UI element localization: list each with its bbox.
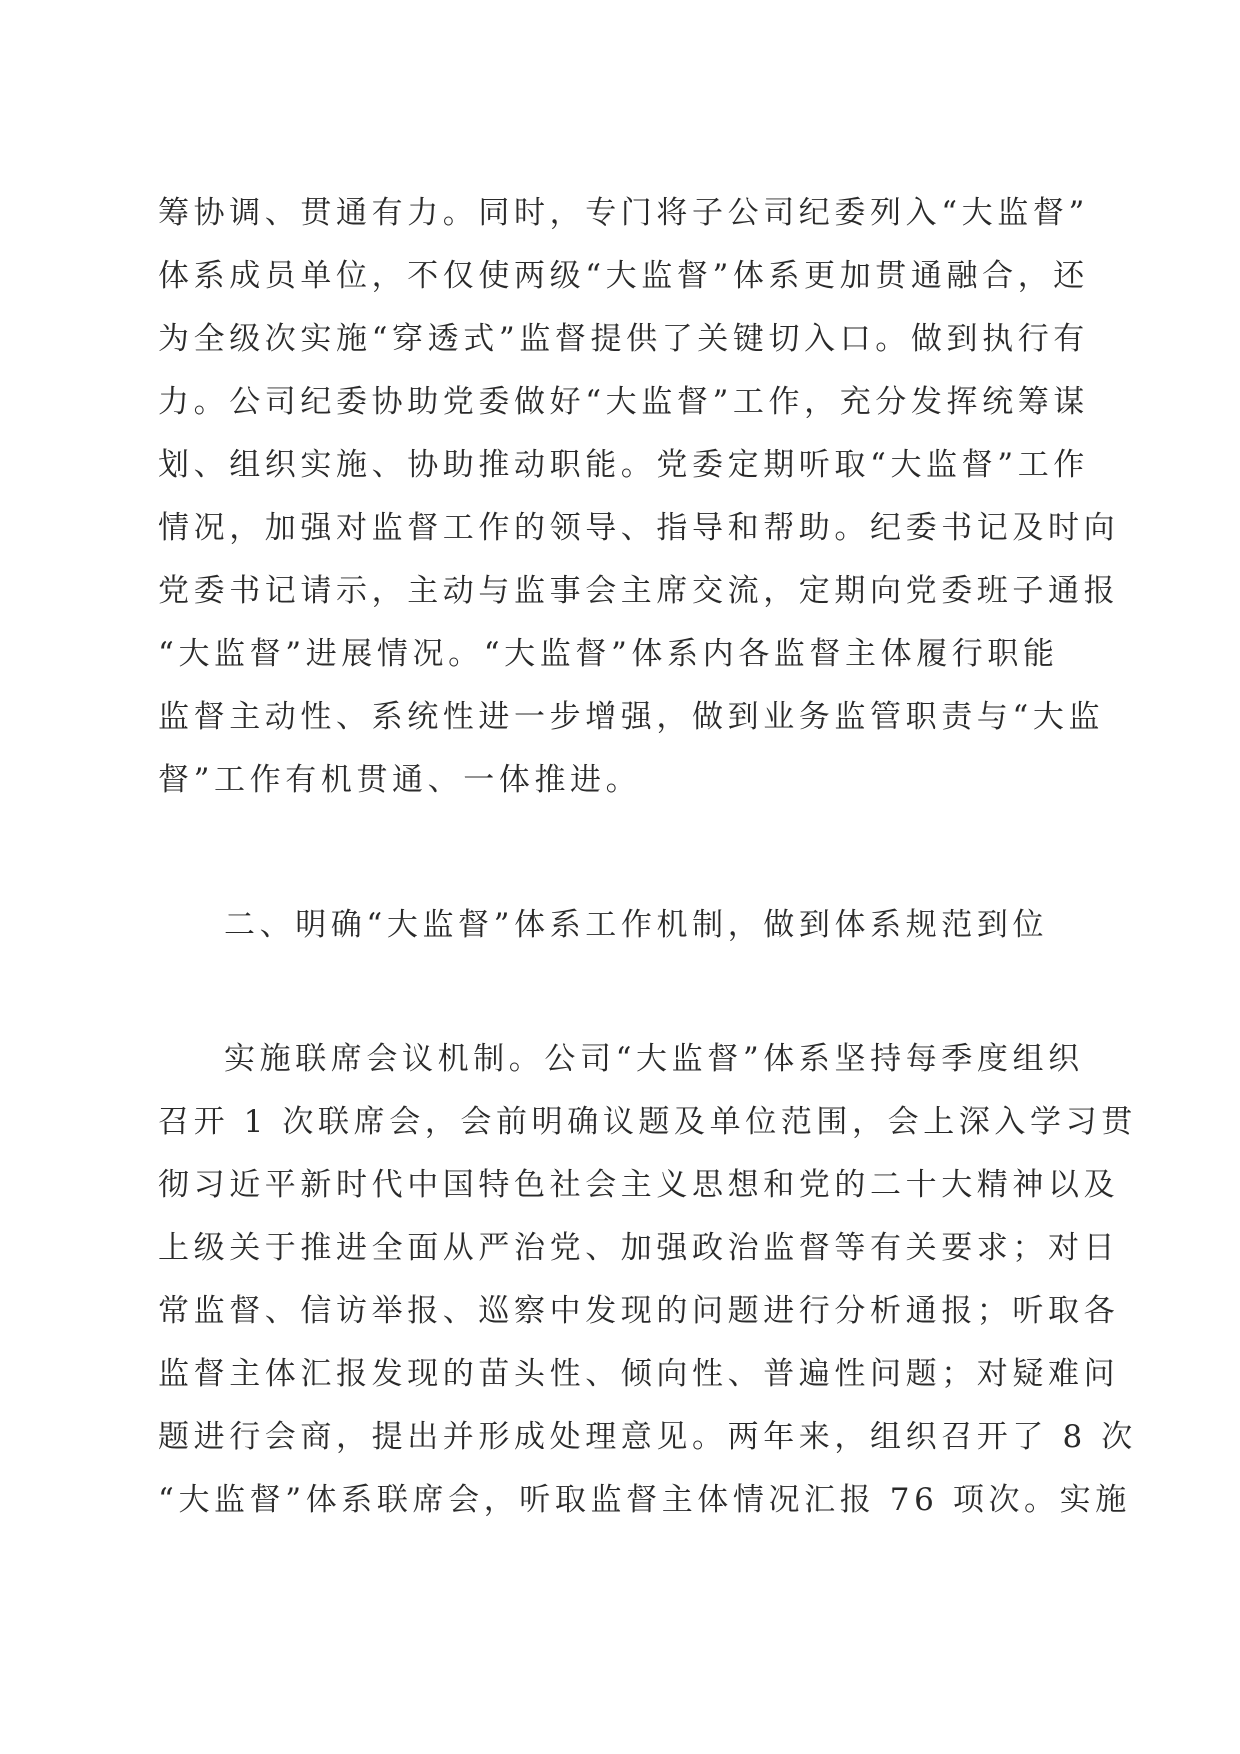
paragraph-line: 督”工作有机贯通、一体推进。 (158, 762, 642, 798)
paragraph-body (158, 1028, 1137, 1532)
paragraph-line: 为全级次实施“穿透式”监督提供了关键切入口。做到执行有 (158, 321, 1089, 357)
paragraph-line: 划、组织实施、协助推动职能。党委定期听取“大监督”工作 (158, 447, 1089, 483)
paragraph-line: 常监督、信访举报、巡察中发现的问题进行分析通报；听取各 (158, 1293, 1120, 1329)
paragraph-line: 召开 1 次联席会，会前明确议题及单位范围，会上深入学习贯 (158, 1104, 1137, 1140)
paragraph-line: 筹协调、贯通有力。同时，专门将子公司纪委列入“大监督” (158, 195, 1089, 231)
paragraph-line: 党委书记请示，主动与监事会主席交流，定期向党委班子通报 (158, 573, 1120, 609)
section-heading (158, 894, 1084, 957)
heading-text: 二、明确“大监督”体系工作机制，做到体系规范到位 (224, 907, 1049, 943)
paragraph-line: 力。公司纪委协助党委做好“大监督”工作，充分发挥统筹谋 (158, 384, 1089, 420)
paragraph-line: 彻习近平新时代中国特色社会主义思想和党的二十大精神以及 (158, 1167, 1120, 1203)
paragraph-line: 实施联席会议机制。公司“大监督”体系坚持每季度组织 (224, 1041, 1084, 1077)
paragraph-line: “大监督”体系联席会，听取监督主体情况汇报 76 项次。实施 (158, 1482, 1131, 1518)
paragraph-line: 体系成员单位，不仅使两级“大监督”体系更加贯通融合，还 (158, 258, 1089, 294)
paragraph-continued (158, 182, 1120, 812)
paragraph-line: 情况，加强对监督工作的领导、指导和帮助。纪委书记及时向 (158, 510, 1120, 546)
paragraph-line: “大监督”进展情况。“大监督”体系内各监督主体履行职能 (158, 636, 1059, 672)
paragraph-line: 题进行会商，提出并形成处理意见。两年来，组织召开了 8 次 (158, 1419, 1137, 1455)
paragraph-line: 监督主体汇报发现的苗头性、倾向性、普遍性问题；对疑难问 (158, 1356, 1120, 1392)
paragraph-line: 上级关于推进全面从严治党、加强政治监督等有关要求；对日 (158, 1230, 1120, 1266)
paragraph-line: 监督主动性、系统性进一步增强，做到业务监管职责与“大监 (158, 699, 1105, 735)
